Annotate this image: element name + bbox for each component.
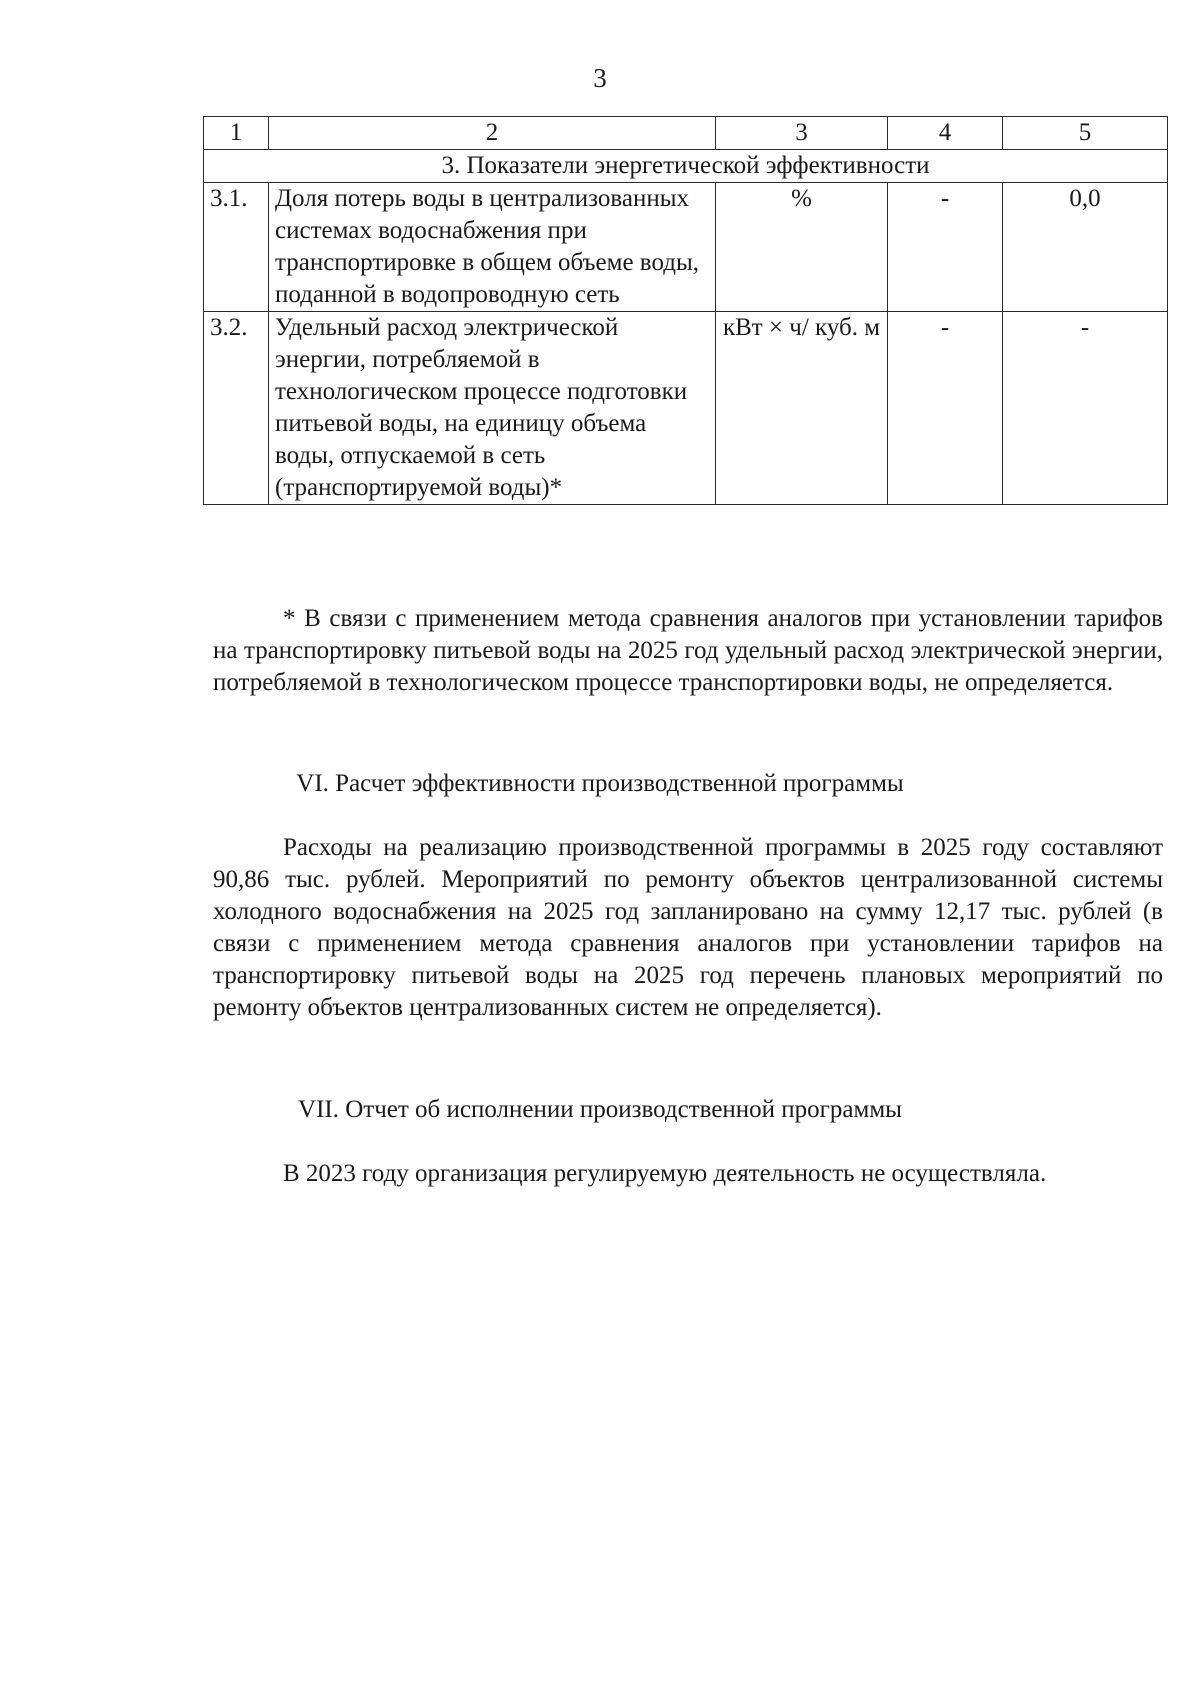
table-header-row: [204, 117, 1168, 150]
header-cell: 3: [716, 117, 888, 150]
table-row: [204, 312, 1168, 505]
section6-text: Расходы на реализацию производственной программы в 2025 году составляют 90,86 тыс. рублей. Мероприятий по ремонту объектов централизованной системы холодного водоснабжения на 2025 год запланировано на сумму 12,17 тыс. рублей (в связи с применением метода сравнения аналогов при установлении тарифов на транспортировку питьевой воды на 2025 год перечень плановых мероприятий по ремонту объектов централизованных систем не определяется).: [213, 834, 1163, 1021]
table-row: [204, 183, 1168, 312]
row-name: Удельный расход электрической энергии, потребляемой в технологическом процессе подготовки питьевой воды, на единицу объема воды, отпускаемой в сеть (транспортируемой воды)*: [269, 312, 716, 505]
indicators-table: [203, 116, 1168, 505]
header-cell: 1: [204, 117, 269, 150]
row-name: Доля потерь воды в централизованных системах водоснабжения при транспортировке в общем объеме воды, поданной в водопроводную сеть: [269, 183, 716, 312]
header-cell: 2: [269, 117, 716, 150]
section6-heading: VI. Расчет эффективности производственной программы: [296, 770, 904, 797]
table-section-row: [204, 150, 1168, 183]
page-number: 3: [593, 63, 607, 93]
section-title: 3. Показатели энергетической эффективности: [204, 150, 1168, 183]
row-unit: %: [716, 183, 888, 312]
footnote: * В связи с применением метода сравнения аналогов при установлении тарифов на транспортировку питьевой воды на 2025 год удельный расход электрической энергии, потребляемой в технологическом процессе транспортировки воды, не определяется.: [213, 605, 1163, 696]
header-cell: 5: [1003, 117, 1168, 150]
row-col5: -: [1003, 312, 1168, 505]
row-col5: 0,0: [1003, 183, 1168, 312]
section7-heading: VII. Отчет об исполнении производственной программы: [298, 1096, 902, 1123]
row-col4: -: [888, 312, 1003, 505]
row-number: 3.1.: [204, 183, 269, 312]
header-cell: 4: [888, 117, 1003, 150]
row-number: 3.2.: [204, 312, 269, 505]
row-unit: кВт × ч/ куб. м: [716, 312, 888, 505]
row-col4: -: [888, 183, 1003, 312]
section7-text: В 2023 году организация регулируемую деятельность не осуществляла.: [283, 1160, 1047, 1187]
